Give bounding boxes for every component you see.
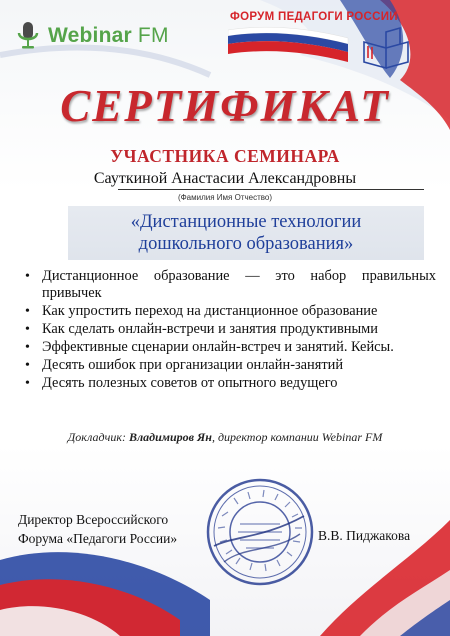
list-item: • Эффективные сценарии онлайн-встреч и занятий. Кейсы. [22, 339, 436, 356]
official-stamp-seal [204, 476, 316, 588]
microphone-icon [14, 19, 42, 53]
webinar-fm-logo [14, 18, 169, 54]
director-name: В.В. Пиджакова [318, 528, 411, 543]
recipient-name: Сауткиной Анастасии Александровны [93, 170, 357, 187]
list-item: • Десять полезных советов от опытного ведущего [22, 375, 436, 392]
seminar-topic-line-1: «Дистанционные технологии [130, 212, 362, 232]
seminar-topic [131, 211, 362, 255]
russian-flag-book-icon [228, 24, 424, 72]
speaker-label: Докладчик: [67, 430, 126, 444]
list-item: • Как упростить переход на дистанционное образование [22, 303, 436, 320]
certificate-subtitle: УЧАСТНИКА СЕМИНАРА [110, 146, 340, 166]
seminar-topic-box [68, 206, 424, 260]
director-title-line-1: Директор Всероссийского [18, 512, 169, 527]
forum-logo-text: ФОРУМ ПЕДАГОГИ РОССИИ [230, 11, 398, 23]
name-underline [118, 189, 424, 190]
director-title [18, 510, 218, 548]
name-hint: (Фамилия Имя Отчество) [177, 193, 273, 202]
list-item: • Как сделать онлайн-встречи и занятия продуктивными [22, 321, 436, 338]
seminar-topic-line-2: дошкольного образования» [138, 234, 354, 254]
list-item: • Десять ошибок при организации онлайн-занятий [22, 357, 436, 374]
speaker-name: Владимиров Ян [128, 430, 212, 444]
webinar-brand-text: Webinar [48, 24, 132, 47]
director-title-line-2: Форума «Педагоги России» [18, 531, 178, 546]
seminar-topics-list [22, 268, 436, 393]
webinar-fm-text: FM [137, 24, 169, 47]
speaker-role: , директор компании Webinar FM [211, 430, 383, 444]
speaker-line [0, 430, 450, 445]
list-item: • Дистанционное образование — это набор правильных привычек [22, 268, 436, 302]
certificate-title: СЕРТИФИКАТ [60, 81, 390, 131]
forum-teachers-russia-logo [228, 8, 424, 72]
